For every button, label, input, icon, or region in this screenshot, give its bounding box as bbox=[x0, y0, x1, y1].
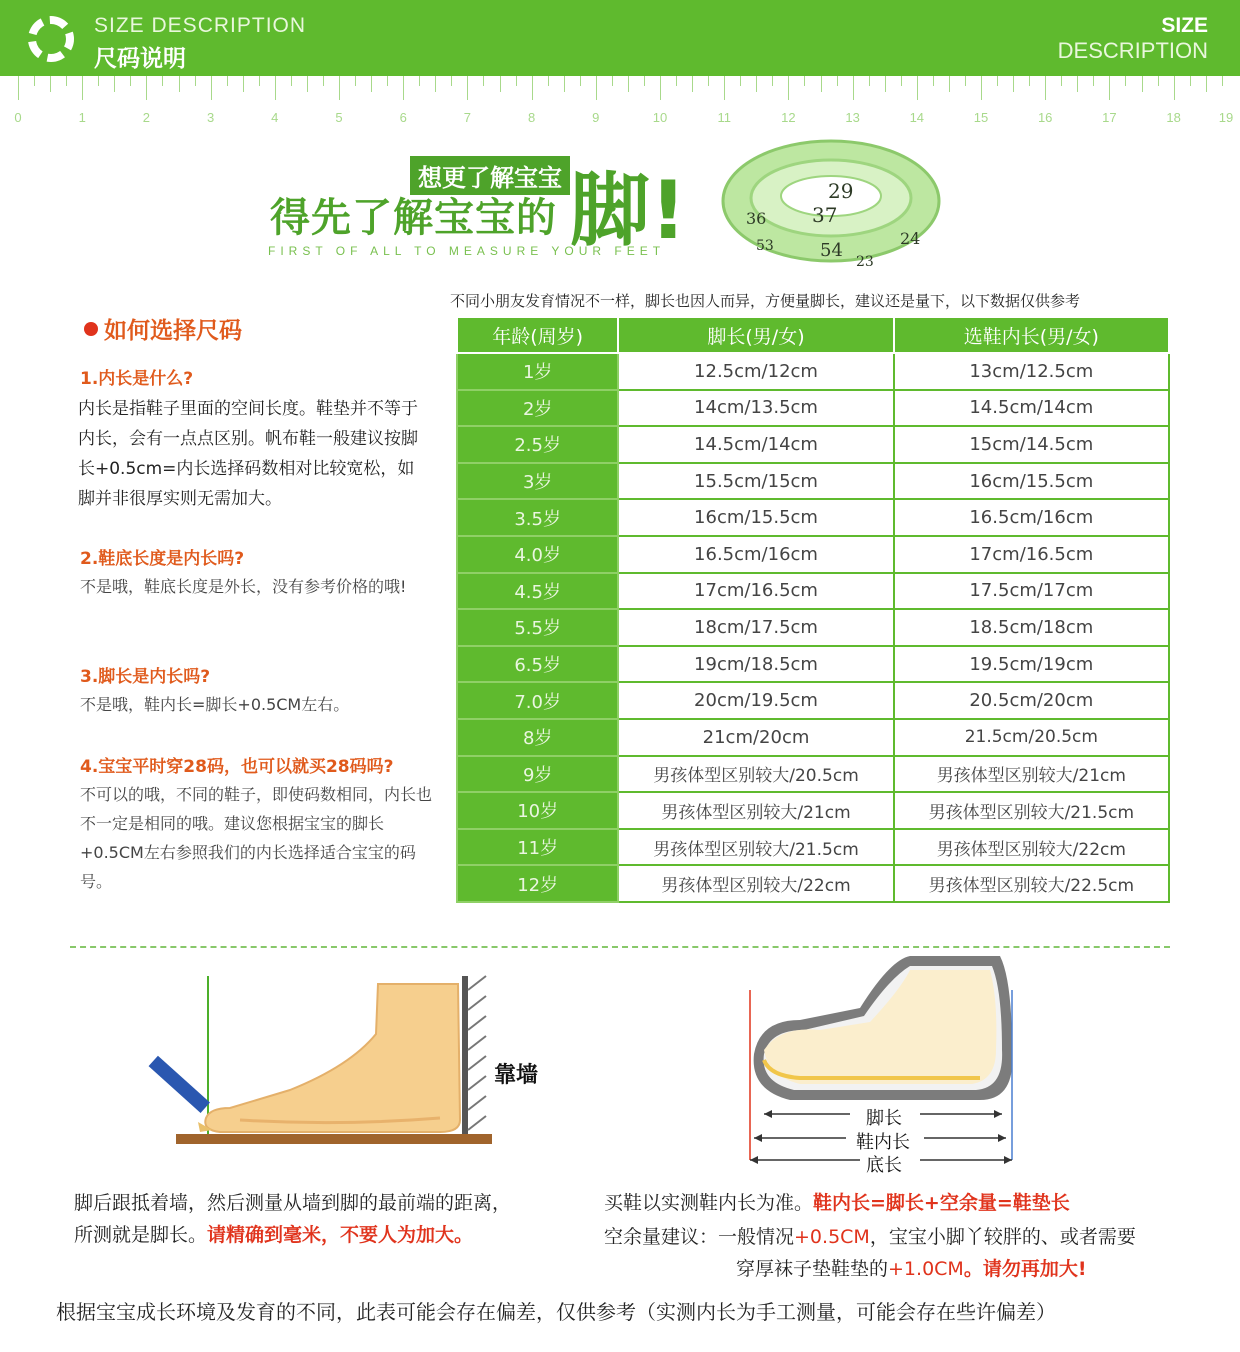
ruler-tick bbox=[307, 76, 308, 92]
ruler-number: 4 bbox=[271, 110, 279, 125]
table-cell-age: 4.0岁 bbox=[457, 536, 618, 573]
ruler-tick bbox=[596, 76, 597, 100]
ruler-number: 14 bbox=[909, 110, 925, 125]
ruler-tick bbox=[451, 76, 452, 86]
caption-right-line2-normal: 空余量建议：一般情况 bbox=[604, 1226, 795, 1248]
header-title-cn: 尺码说明 bbox=[94, 46, 186, 72]
label-foot-length: 脚长 bbox=[866, 1108, 902, 1129]
ruler-tick bbox=[387, 76, 388, 86]
ruler-tick bbox=[355, 76, 356, 86]
footer-disclaimer: 根据宝宝成长环境及发育的不同，此表可能会存在偏差，仅供参考（实测内长为手工测量，可能会存在些许偏差） bbox=[56, 1300, 1056, 1324]
table-cell-age: 10岁 bbox=[457, 792, 618, 829]
table-row bbox=[457, 829, 1169, 866]
ruler-tick bbox=[179, 76, 180, 92]
ruler-tick bbox=[532, 76, 533, 100]
table-row bbox=[457, 353, 1169, 390]
table-row bbox=[457, 390, 1169, 427]
table-cell-foot-length: 17cm/16.5cm bbox=[618, 573, 893, 610]
table-cell-foot-length: 14.5cm/14cm bbox=[618, 426, 893, 463]
ruler-tick bbox=[692, 76, 693, 92]
ruler-tick bbox=[612, 76, 613, 86]
table-row bbox=[457, 536, 1169, 573]
caption-right-line1-highlight: 鞋内长=脚长+空余量=鞋垫长 bbox=[813, 1192, 1070, 1214]
table-row bbox=[457, 756, 1169, 793]
table-row bbox=[457, 609, 1169, 646]
ruler-tick bbox=[869, 76, 870, 86]
ruler-tick bbox=[933, 76, 934, 86]
ruler-tick bbox=[98, 76, 99, 86]
ruler-tick bbox=[1158, 76, 1159, 86]
table-cell-age: 12岁 bbox=[457, 865, 618, 902]
ruler-tick bbox=[853, 76, 854, 100]
table-cell-inner-length: 男孩体型区别较大/21cm bbox=[894, 756, 1169, 793]
table-cell-foot-length: 男孩体型区别较大/20.5cm bbox=[618, 756, 893, 793]
ruler-tick bbox=[564, 76, 565, 92]
table-cell-foot-length: 15.5cm/15cm bbox=[618, 463, 893, 500]
tape-number: 37 bbox=[812, 203, 838, 227]
ruler-number: 8 bbox=[527, 110, 536, 125]
table-cell-inner-length: 15cm/14.5cm bbox=[894, 426, 1169, 463]
question-2: 2.鞋底长度是内长吗? bbox=[80, 549, 245, 569]
ruler-tick bbox=[788, 76, 789, 100]
table-cell-age: 2.5岁 bbox=[457, 426, 618, 463]
caption-left-line2 bbox=[74, 1220, 473, 1247]
banner-subtitle: FIRST OF ALL TO MEASURE YOUR FEET bbox=[268, 244, 666, 258]
ruler-strip bbox=[0, 76, 1240, 132]
ruler-tick bbox=[901, 76, 902, 86]
ruler-tick bbox=[162, 76, 163, 86]
ruler-tick bbox=[130, 76, 131, 86]
ruler-tick bbox=[1174, 76, 1175, 100]
question-4: 4.宝宝平时穿28码，也可以就买28码吗? bbox=[80, 757, 394, 777]
ruler-number: 5 bbox=[335, 110, 343, 125]
table-row bbox=[457, 682, 1169, 719]
banner-small-text: 想更了解宝宝 bbox=[410, 156, 570, 195]
tape-number: 24 bbox=[900, 229, 921, 248]
answer-2: 不是哦，鞋底长度是外长，没有参考价格的哦! bbox=[80, 577, 407, 596]
answer-1: 内长是指鞋子里面的空间长度。鞋垫并不等于内长，会有一点点区别。帆布鞋一般建议按脚长+0.5cm=内长选择码数相对比较宽松，如脚并非很厚实则无需加大。 bbox=[78, 399, 418, 509]
ruler-tick bbox=[114, 76, 115, 92]
ruler-tick bbox=[50, 76, 51, 92]
ruler-tick bbox=[1206, 76, 1207, 92]
caption-left-line2-normal: 所测就是脚长。 bbox=[74, 1224, 208, 1246]
caption-right-line1-normal: 买鞋以实测鞋内长为准。 bbox=[604, 1192, 814, 1214]
ruler-number: 2 bbox=[142, 110, 151, 125]
table-row bbox=[457, 646, 1169, 683]
caption-right-line1 bbox=[604, 1188, 1070, 1215]
ruler-number: 0 bbox=[14, 110, 22, 125]
ruler-tick bbox=[997, 76, 998, 86]
ruler-number: 11 bbox=[717, 110, 731, 125]
table-header-row bbox=[457, 317, 1169, 353]
ruler-number: 19 bbox=[1218, 110, 1234, 125]
table-cell-age: 4.5岁 bbox=[457, 573, 618, 610]
table-row bbox=[457, 499, 1169, 536]
header-foot-length: 脚长(男/女) bbox=[618, 317, 893, 353]
caption-left-line2-highlight: 请精确到毫米，不要人为加大。 bbox=[207, 1224, 474, 1246]
caption-right-line2-tail: ，宝宝小脚丫较胖的、或者需要 bbox=[869, 1226, 1136, 1248]
ruler-tick bbox=[211, 76, 212, 100]
ruler-tick bbox=[500, 76, 501, 92]
answer-4: 不可以的哦，不同的鞋子，即使码数相同，内长也不一定是相同的哦。建议您根据宝宝的脚长+0.5CM左右参照我们的内长选择适合宝宝的码号。 bbox=[80, 785, 433, 891]
ruler-tick bbox=[419, 76, 420, 86]
label-sole-length: 底长 bbox=[866, 1155, 902, 1176]
ruler-tick bbox=[227, 76, 228, 86]
tape-number: 23 bbox=[856, 254, 874, 270]
ruler-number: 1 bbox=[78, 110, 86, 125]
ruler-tick bbox=[1142, 76, 1143, 92]
table-note: 不同小朋友发育情况不一样，脚长也因人而异，方便量脚长，建议还是量下，以下数据仅供参考 bbox=[450, 292, 1081, 310]
table-cell-inner-length: 21.5cm/20.5cm bbox=[894, 719, 1169, 756]
ruler-tick bbox=[885, 76, 886, 92]
ruler-tick bbox=[917, 76, 918, 100]
ruler-tick bbox=[323, 76, 324, 86]
caption-right-line3 bbox=[736, 1254, 1086, 1281]
table-cell-age: 5.5岁 bbox=[457, 609, 618, 646]
ruler-tick bbox=[1077, 76, 1078, 92]
ruler-tick bbox=[1093, 76, 1094, 86]
ruler-tick bbox=[1013, 76, 1014, 92]
ruler-tick bbox=[146, 76, 147, 100]
table-row bbox=[457, 719, 1169, 756]
table-cell-foot-length: 21cm/20cm bbox=[618, 719, 893, 756]
question-3: 3.脚长是内长吗? bbox=[80, 667, 211, 687]
ruler-number: 3 bbox=[206, 110, 215, 125]
how-to-choose-heading bbox=[84, 312, 242, 345]
header-right-line2: DESCRIPTION bbox=[1057, 38, 1208, 63]
ruler-tick bbox=[34, 76, 35, 86]
ruler-tick bbox=[772, 76, 773, 86]
caption-right-line3-normal: 穿厚袜子垫鞋垫的 bbox=[736, 1258, 889, 1280]
ruler-tick bbox=[339, 76, 340, 100]
table-row bbox=[457, 573, 1169, 610]
ruler-number: 17 bbox=[1102, 110, 1117, 125]
table-cell-age: 2岁 bbox=[457, 390, 618, 427]
label-inner-length: 鞋内长 bbox=[856, 1132, 910, 1153]
table-cell-inner-length: 17cm/16.5cm bbox=[894, 536, 1169, 573]
ruler-tick bbox=[981, 76, 982, 100]
ruler-tick bbox=[628, 76, 629, 92]
tape-number: 53 bbox=[756, 238, 774, 254]
table-cell-inner-length: 19.5cm/19cm bbox=[894, 646, 1169, 683]
ruler-tick bbox=[965, 76, 966, 86]
table-cell-age: 3.5岁 bbox=[457, 499, 618, 536]
ruler-tick bbox=[403, 76, 404, 100]
caption-right-line3-value: +1.0CM bbox=[888, 1258, 964, 1280]
table-cell-foot-length: 16.5cm/16cm bbox=[618, 536, 893, 573]
table-cell-inner-length: 男孩体型区别较大/22.5cm bbox=[894, 865, 1169, 902]
table-cell-foot-length: 男孩体型区别较大/21cm bbox=[618, 792, 893, 829]
table-cell-inner-length: 男孩体型区别较大/21.5cm bbox=[894, 792, 1169, 829]
ruler-number: 12 bbox=[781, 110, 796, 125]
ruler-tick bbox=[82, 76, 83, 100]
ruler-tick bbox=[483, 76, 484, 86]
ruler-tick bbox=[371, 76, 372, 92]
table-cell-inner-length: 16.5cm/16cm bbox=[894, 499, 1169, 536]
table-row bbox=[457, 792, 1169, 829]
table-cell-foot-length: 男孩体型区别较大/21.5cm bbox=[618, 829, 893, 866]
question-1: 1.内长是什么? bbox=[80, 369, 194, 389]
table-cell-age: 6.5岁 bbox=[457, 646, 618, 683]
ruler-tick bbox=[821, 76, 822, 92]
table-cell-inner-length: 男孩体型区别较大/22cm bbox=[894, 829, 1169, 866]
ruler-tick bbox=[804, 76, 805, 86]
ruler-tick bbox=[18, 76, 19, 100]
answer-3: 不是哦，鞋内长=脚长+0.5CM左右。 bbox=[80, 695, 350, 714]
ruler-tick bbox=[676, 76, 677, 86]
tape-measure-icon bbox=[716, 126, 946, 276]
ruler-number: 6 bbox=[399, 110, 407, 125]
ruler-number: 15 bbox=[973, 110, 989, 125]
table-row bbox=[457, 463, 1169, 500]
wall-label: 靠墙 bbox=[494, 1063, 539, 1088]
ruler-tick bbox=[837, 76, 838, 86]
caption-right-line2 bbox=[604, 1222, 1136, 1249]
tape-number: 29 bbox=[828, 179, 854, 203]
header-bar bbox=[0, 0, 1240, 76]
table-cell-foot-length: 男孩体型区别较大/22cm bbox=[618, 865, 893, 902]
ruler-tick bbox=[548, 76, 549, 86]
ruler-tick bbox=[949, 76, 950, 92]
dashed-divider bbox=[70, 946, 1170, 948]
ruler-tick bbox=[1061, 76, 1062, 86]
table-cell-inner-length: 17.5cm/17cm bbox=[894, 573, 1169, 610]
table-cell-age: 1岁 bbox=[457, 353, 618, 390]
ruler-tick bbox=[708, 76, 709, 86]
table-cell-foot-length: 16cm/15.5cm bbox=[618, 499, 893, 536]
table-row bbox=[457, 426, 1169, 463]
header-title-en: SIZE DESCRIPTION bbox=[94, 14, 307, 37]
ruler-tick bbox=[740, 76, 741, 86]
ruler-tick bbox=[1190, 76, 1191, 86]
ruler-number: 7 bbox=[463, 110, 472, 125]
table-cell-inner-length: 13cm/12.5cm bbox=[894, 353, 1169, 390]
table-cell-age: 3岁 bbox=[457, 463, 618, 500]
how-to-choose-text: 如何选择尺码 bbox=[104, 318, 242, 344]
ruler-number: 18 bbox=[1166, 110, 1181, 125]
table-cell-inner-length: 16cm/15.5cm bbox=[894, 463, 1169, 500]
table-cell-age: 7.0岁 bbox=[457, 682, 618, 719]
table-cell-foot-length: 19cm/18.5cm bbox=[618, 646, 893, 683]
table-cell-inner-length: 14.5cm/14cm bbox=[894, 390, 1169, 427]
table-cell-inner-length: 18.5cm/18cm bbox=[894, 609, 1169, 646]
logo-ring-icon bbox=[28, 16, 74, 62]
tape-number: 36 bbox=[746, 209, 767, 228]
table-cell-age: 11岁 bbox=[457, 829, 618, 866]
ruler-tick bbox=[1109, 76, 1110, 100]
header-inner-length: 选鞋内长(男/女) bbox=[894, 317, 1169, 353]
ruler-tick bbox=[243, 76, 244, 92]
ruler-tick bbox=[195, 76, 196, 86]
ruler-number: 9 bbox=[592, 110, 600, 125]
ruler-tick bbox=[660, 76, 661, 100]
caption-right-line3-highlight: 。请勿再加大! bbox=[963, 1258, 1087, 1280]
ruler-tick bbox=[1222, 76, 1223, 86]
ruler-tick bbox=[1029, 76, 1030, 86]
table-cell-foot-length: 14cm/13.5cm bbox=[618, 390, 893, 427]
ruler-tick bbox=[580, 76, 581, 86]
table-row bbox=[457, 865, 1169, 902]
size-table bbox=[456, 316, 1170, 903]
ruler-tick bbox=[644, 76, 645, 86]
ruler-tick bbox=[1045, 76, 1046, 100]
ruler-tick bbox=[756, 76, 757, 92]
banner-foot-text: 脚! bbox=[570, 164, 687, 257]
ruler-tick bbox=[516, 76, 517, 86]
ruler-tick bbox=[291, 76, 292, 86]
ruler-number: 13 bbox=[845, 110, 860, 125]
ruler-tick bbox=[66, 76, 67, 86]
ruler-tick bbox=[275, 76, 276, 100]
table-cell-foot-length: 18cm/17.5cm bbox=[618, 609, 893, 646]
ruler-tick bbox=[259, 76, 260, 86]
ruler-tick bbox=[724, 76, 725, 100]
bullet-dot-icon bbox=[84, 322, 98, 336]
header-right-line1: SIZE bbox=[1161, 14, 1208, 37]
caption-left-line1: 脚后跟抵着墙，然后测量从墙到脚的最前端的距离， bbox=[74, 1192, 512, 1214]
table-cell-inner-length: 20.5cm/20cm bbox=[894, 682, 1169, 719]
caption-right-line2-value: +0.5CM bbox=[794, 1226, 870, 1248]
table-cell-foot-length: 20cm/19.5cm bbox=[618, 682, 893, 719]
ruler-tick bbox=[467, 76, 468, 100]
table-cell-foot-length: 12.5cm/12cm bbox=[618, 353, 893, 390]
table-cell-age: 8岁 bbox=[457, 719, 618, 756]
banner-big-text: 得先了解宝宝的 bbox=[270, 195, 557, 241]
ruler-number: 16 bbox=[1037, 110, 1053, 125]
header-age: 年龄(周岁) bbox=[457, 317, 618, 353]
ruler-number: 10 bbox=[652, 110, 668, 125]
ruler-tick bbox=[435, 76, 436, 92]
ruler-tick bbox=[1125, 76, 1126, 86]
tape-number: 54 bbox=[820, 240, 843, 261]
table-cell-age: 9岁 bbox=[457, 756, 618, 793]
